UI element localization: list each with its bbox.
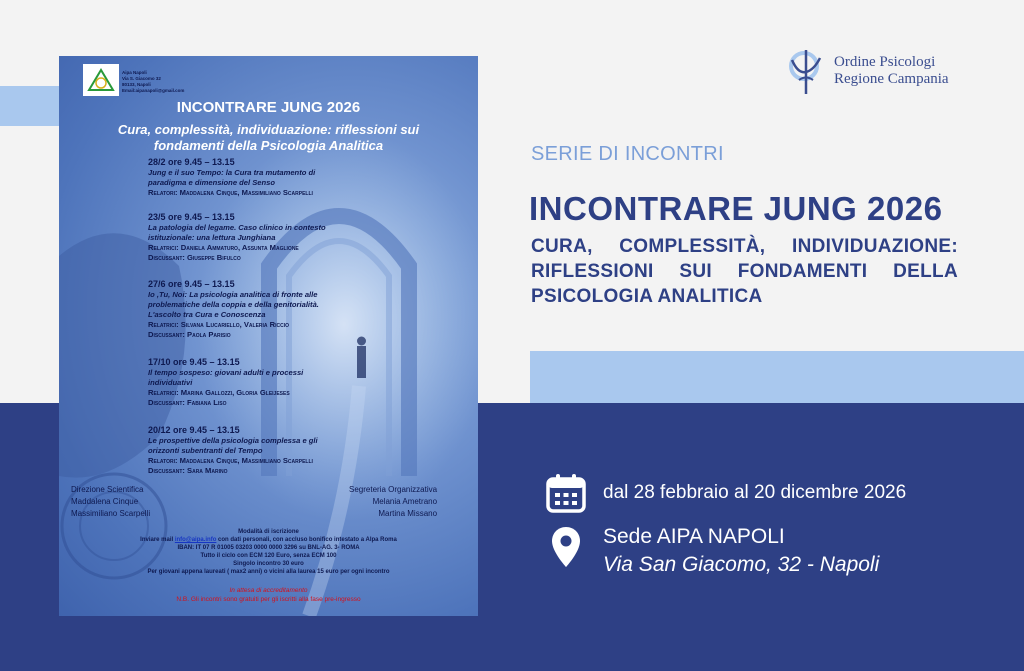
psi-logo-icon [784,46,828,96]
segreteria-person: Melania Ametrano [372,497,438,506]
poster-session [148,211,326,263]
event-dates: dal 28 febbraio al 20 dicembre 2026 [603,482,907,503]
poster-title: INCONTRARE JUNG 2026 [176,99,361,116]
series-kicker: SERIE DI INCONTRI [531,143,724,165]
accent-bar-right [530,351,1024,403]
session-speakers-line: Discussant: Giuseppe Bifulco [148,253,241,262]
session-date: 27/6 ore 9.45 – 13.15 [148,279,235,289]
poster-org-city: 80133, Napoli [122,82,151,87]
session-topic-line: Jung e il suo Tempo: la Cura tra mutamento di [148,168,316,177]
venue-name: Sede AIPA NAPOLI [603,525,785,548]
event-title: INCONTRARE JUNG 2026 [529,190,943,227]
registration-mail-pre: Inviare mail [140,537,175,543]
poster-session [148,156,315,198]
registration-email-link[interactable]: info@aipa.info [174,537,217,543]
session-date: 20/12 ore 9.45 – 13.15 [148,425,240,435]
session-speakers-line: Relatrici: Silvana Lucariello, Valeria Riccio [148,320,290,329]
session-speakers-line: Discussant: Paola Parisio [148,330,231,339]
registration-fee: Tutto il ciclo con ECM 120 Euro, senza ECM 100 [200,553,337,559]
registration-heading: Modalità di iscrizione [238,529,299,535]
session-topic-line: La patologia del legame. Caso clinico in contesto [148,223,326,232]
poster-note-free: N.B. Gli incontri sono gratuiti per gli iscritti alla fase pre-ingresso [176,596,361,603]
poster-subtitle-1: Cura, complessità, individuazione: riflessioni sui [117,122,420,137]
session-topic-line: paradigma e dimensione del Senso [148,178,276,187]
direzione-person: Massimiliano Scarpelli [71,509,151,518]
session-topic-line: individuativi [148,378,193,387]
brand-line-1: Ordine Psicologi [834,54,936,70]
registration-fee: Singolo incontro 30 euro [233,561,304,567]
poster-org-name: Aipa Napoli [122,70,147,75]
segreteria-person: Martina Missano [378,509,438,518]
session-speakers-line: Relatori: Maddalena Cinque, Massimiliano Scarpelli [148,456,313,465]
session-speakers-line: Relatrici: Daniela Ammaturo, Assunta Maglione [148,243,299,252]
poster-org-street: Via S. Giacomo 32 [122,76,161,81]
date-row [545,472,906,514]
session-speakers-line: Relatrici: Marina Gallozzi, Gloria Gleijeses [148,388,290,397]
place-row [551,524,879,580]
event-subtitle: CURA, COMPLESSITÀ, INDIVIDUAZIONE: RIFLESSIONI SUI FONDAMENTI DELLA PSICOLOGIA ANALITICA [531,236,958,307]
session-topic-line: orizzonti subentranti del Tempo [148,446,263,455]
poster-org-address [122,70,184,94]
poster-org-email: Email:aipanapoli@gmail.com [122,88,185,93]
poster-direzione [71,484,150,520]
session-speakers-line: Relatori: Maddalena Cinque, Massimiliano Scarpelli [148,188,313,197]
brand-logo [784,46,949,96]
venue-address: Via San Giacomo, 32 - Napoli [603,553,880,576]
session-topic-line: Le prospettive della psicologia complessa e gli [148,436,318,445]
session-date: 23/5 ore 9.45 – 13.15 [148,212,235,222]
registration-mail-line [59,536,478,544]
session-topic-line: problematiche della coppia e della genitorialità. [148,300,319,309]
poster-note-accreditation: In attesa di accreditamento [229,587,308,594]
segreteria-heading: Segreteria Organizzativa [349,485,438,494]
map-pin-icon [551,526,581,568]
session-topic-line: Io ,Tu, Noi: La psicologia analitica di fronte alle [148,290,318,299]
poster-segreteria [349,484,437,520]
poster-registration [59,528,478,576]
registration-iban: IBAN: IT 07 R 01005 03203 0000 0000 3296 su BNL-AG. 3- ROMA [177,545,360,551]
session-date: 28/2 ore 9.45 – 13.15 [148,157,235,167]
poster-subtitle-2: fondamenti della Psicologia Analitica [153,138,384,153]
poster-session [148,278,319,340]
session-topic-line: L'ascolto tra Cura e Conoscenza [148,310,266,319]
session-date: 17/10 ore 9.45 – 13.15 [148,357,240,367]
calendar-icon [545,472,587,514]
session-topic-line: istituzionale: una lettura Junghiana [148,233,276,242]
event-poster [59,56,478,616]
poster-session [148,424,318,476]
session-topic-line: Il tempo sospeso: giovani adulti e processi [148,368,304,377]
registration-fee: Per giovani appena laureati ( max2 anni) o vicini alla laurea 15 euro per ogni incontro [147,569,390,575]
direzione-heading: Direzione Scientifica [71,485,144,494]
session-speakers-line: Discussant: Fabiana Liso [148,398,227,407]
registration-mail-post: con dati personali, con accluso bonifico intestato a Alpa Roma [216,537,397,543]
session-speakers-line: Discussant: Sara Marino [148,466,228,475]
poster-session [148,356,303,408]
direzione-person: Maddalena Cinque [71,497,139,506]
brand-line-2: Regione Campania [834,71,949,87]
